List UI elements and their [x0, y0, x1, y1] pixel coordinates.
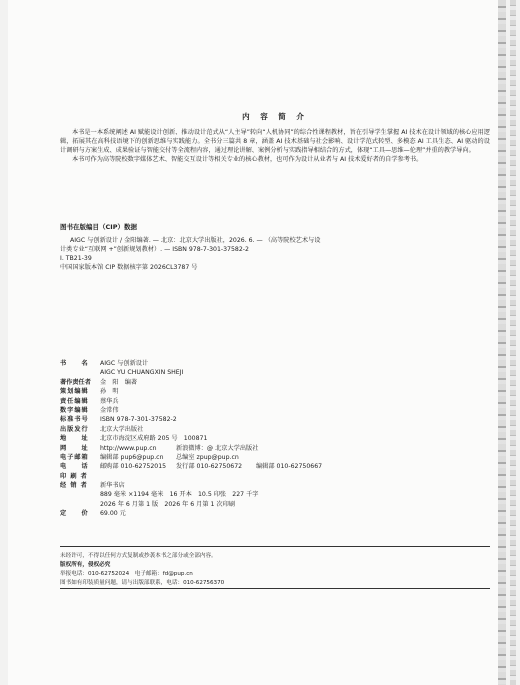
footer-line: 举报电话：010-62752024 电子邮箱：fd@pup.cn — [60, 571, 193, 577]
info-label: 责任编辑 — [60, 397, 89, 405]
copyright-page — [8, 0, 498, 685]
info-value: AIGC YU CHUANGXIN SHEJI — [100, 369, 184, 377]
info-row — [60, 415, 490, 424]
footer-line: 版权所有，侵权必究 — [60, 562, 111, 568]
info-row — [60, 368, 490, 377]
distribution-phone: 发行部 010-62750672 — [176, 463, 243, 471]
footer-divider — [60, 588, 490, 589]
info-row — [60, 472, 490, 481]
info-row — [60, 378, 490, 387]
info-label: 定 价 — [60, 510, 89, 518]
intro-title: 内 容 简 介 — [242, 112, 308, 121]
info-label: 书 名 — [60, 360, 89, 367]
editorial-email: 编辑部 pup6@pup.cn — [100, 453, 164, 461]
info-value: 北京市海淀区成府路 205 号 100871 — [100, 435, 208, 443]
info-label: 著作责任者 — [60, 378, 91, 386]
intro-paragraph: 本书是一本系统阐述 AI 赋能设计创新、推动设计范式从“人主导”转向“人机协同”的综合性课程教材，旨在引导学生掌握 AI 技术在设计领域的核心应用逻辑，拓展其在高科技语境下的创新思维与实践能力。全书分三篇共 8 章，涵盖 AI 技术基础与社会影响、设计学范式转型、多模态 AI 工具生态、AI 驱动的设计调研与方案生成、成果验证与智能交付等全流程内容，通过理论讲解、案例分析与实践指导相结合的方式，体现“工具—思维—伦理”并重的教学导向。 — [60, 129, 490, 154]
footer-divider — [60, 546, 490, 547]
weibo-text: 新浪微博：@ 北京大学出版社 — [176, 444, 259, 452]
info-row — [60, 397, 490, 406]
info-label: 电 话 — [60, 463, 89, 471]
info-value: 69.00 元 — [100, 510, 126, 518]
cip-line: AIGC 与创新设计 / 金阳编著. — 北京：北京大学出版社，2026. 6. — （高等院校艺术与设 — [70, 237, 321, 244]
info-value: 新华书店 — [100, 482, 125, 490]
info-row — [60, 406, 490, 415]
info-label — [60, 368, 100, 377]
info-value — [100, 472, 490, 481]
info-label — [60, 500, 100, 509]
info-label: 出版发行 — [60, 425, 89, 433]
info-row — [60, 444, 490, 453]
info-label: 数字编辑 — [60, 406, 89, 414]
intro-paragraph: 本书可作为高等院校数字媒体艺术、智能交互设计等相关专业的核心教材，也可作为设计从业者与 AI 技术爱好者的自学参考书。 — [72, 156, 423, 163]
info-label: 网 址 — [60, 444, 89, 452]
info-label: 策划编辑 — [60, 388, 89, 396]
chief-editor-email: 总编室 zpup@pup.cn — [176, 453, 239, 461]
cip-line: 中国国家版本馆 CIP 数据核字第 2026CL3787 号 — [60, 264, 198, 271]
copyright-footer — [60, 552, 490, 588]
info-row — [60, 359, 490, 368]
info-value: AIGC 与创新设计 — [100, 360, 149, 367]
info-row — [60, 462, 490, 471]
info-value: 孙 明 — [100, 388, 119, 396]
info-label — [60, 490, 100, 499]
website-link[interactable]: http://www.pup.cn — [100, 444, 157, 452]
info-value: 蔡华兵 — [100, 397, 119, 405]
info-row — [60, 481, 490, 490]
info-value: 金常伟 — [100, 406, 119, 414]
publication-info — [60, 359, 490, 519]
info-value: 北京大学出版社 — [100, 425, 144, 433]
info-row — [60, 500, 490, 509]
cip-line: Ⅰ. TB21-39 — [60, 255, 92, 262]
info-label: 电子邮箱 — [60, 453, 89, 461]
cip-body — [60, 236, 490, 272]
mail-order-phone: 邮购部 010-62752015 — [100, 463, 167, 471]
intro-body — [60, 128, 490, 164]
info-label: 经 销 者 — [60, 482, 88, 490]
cip-line: 计类专业“互联网 +”创新规划教材）. — ISBN 978-7-301-37582-2 — [60, 246, 249, 253]
footer-line: 图书如有印装质量问题，请与出版部联系，电话：010-62756370 — [60, 580, 225, 586]
info-row — [60, 490, 490, 499]
page-edge-shadow — [510, 0, 516, 685]
info-row — [60, 434, 490, 443]
info-row — [60, 387, 490, 396]
info-value: ISBN 978-7-301-37582-2 — [100, 416, 177, 424]
info-value-group — [100, 453, 490, 462]
editorial-phone: 编辑部 010-62750667 — [256, 463, 323, 471]
info-row — [60, 453, 490, 462]
info-value-group — [100, 444, 490, 453]
info-value: 2026 年 6 月第 1 版 2026 年 6 月第 1 次印刷 — [100, 500, 235, 508]
cip-title: 图书在版编目（CIP）数据 — [60, 223, 137, 231]
info-label: 标准书号 — [60, 416, 89, 424]
info-row — [60, 509, 490, 518]
info-label: 印 刷 者 — [60, 472, 88, 480]
info-label: 地 址 — [60, 435, 89, 443]
info-value: 金 阳 编著 — [100, 378, 138, 386]
info-value: 889 毫米 ×1194 毫米 16 开本 10.5 印张 227 千字 — [100, 491, 259, 499]
info-row — [60, 425, 490, 434]
footer-line: 未经许可，不得以任何方式复制或抄袭本书之部分或全部内容。 — [60, 553, 217, 559]
page-edge-shadow — [498, 0, 506, 685]
info-value-group — [100, 462, 490, 471]
